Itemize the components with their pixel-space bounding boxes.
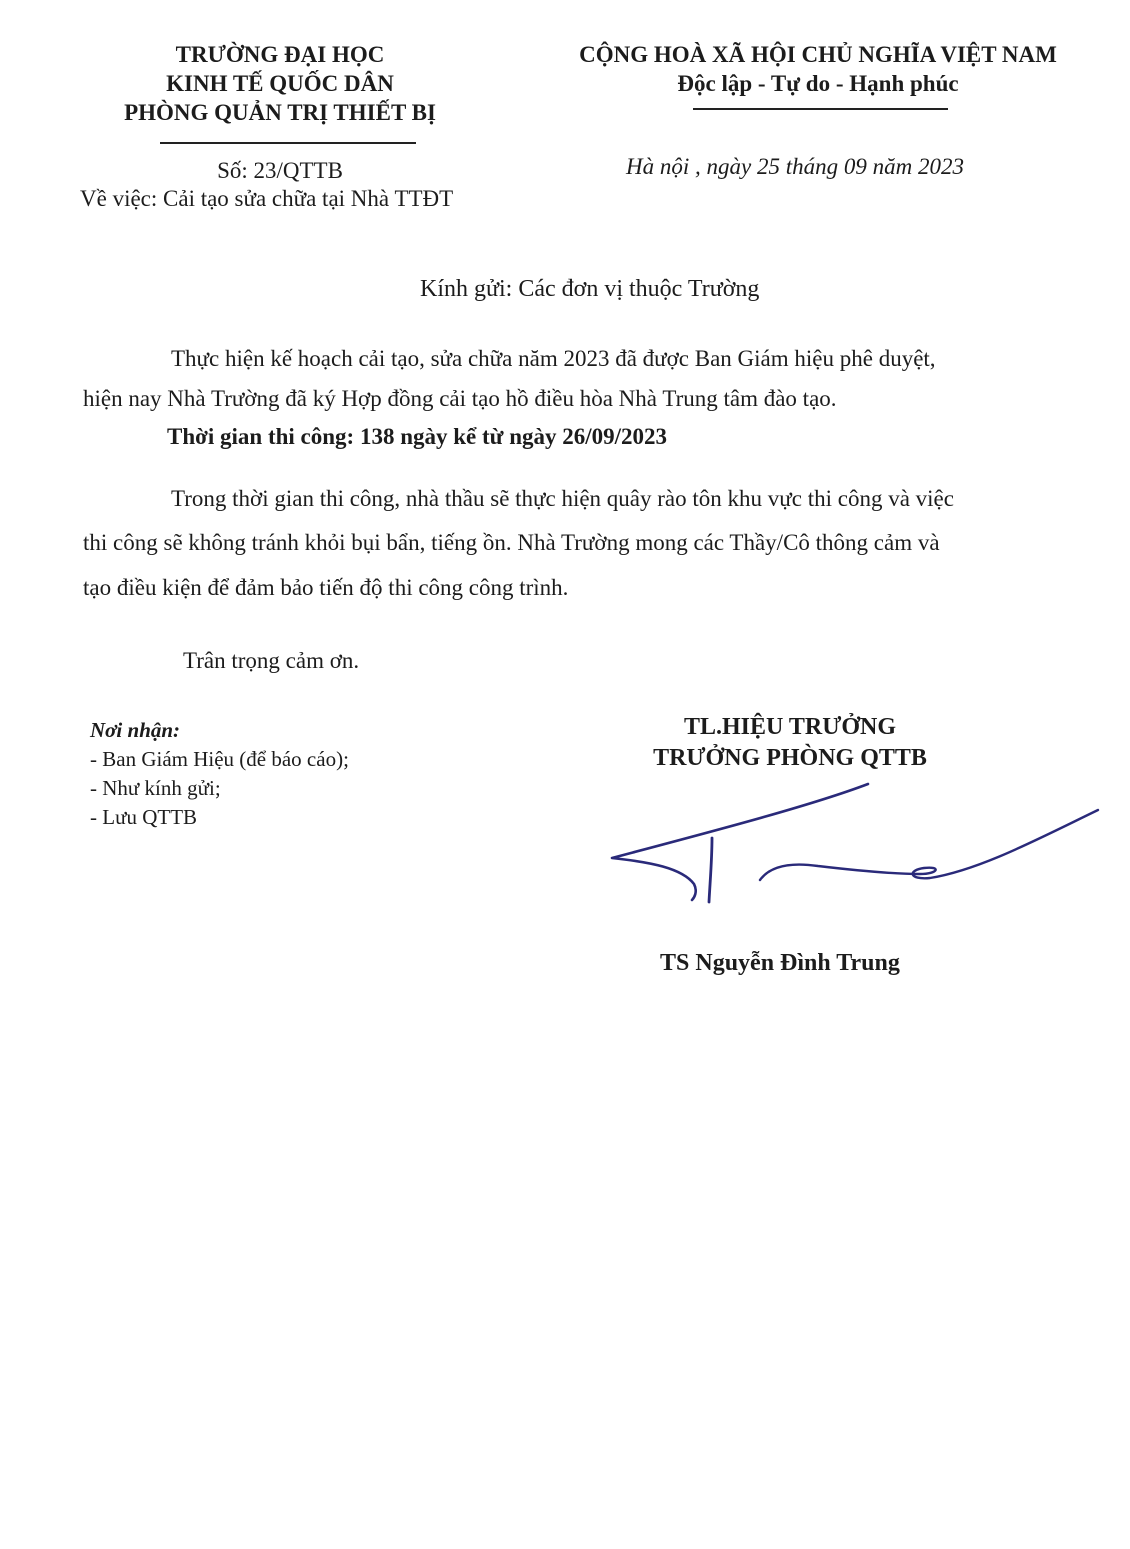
recipient-line: Kính gửi: Các đơn vị thuộc Trường [420, 276, 760, 302]
distribution-item: - Lưu QTTB [90, 805, 198, 829]
header-left [80, 40, 480, 127]
closing-line: Trân trọng cảm ơn. [183, 648, 360, 673]
document-number: Số: 23/QTTB [217, 158, 343, 183]
country-name: CỘNG HOÀ XÃ HỘI CHỦ NGHĨA VIỆT NAM [579, 42, 1057, 67]
document-subject: Về việc: Cải tạo sửa chữa tại Nhà TTĐT [80, 186, 454, 211]
signature-strokes [612, 784, 1098, 902]
distribution-item: - Ban Giám Hiệu (để báo cáo); [90, 747, 349, 771]
header-right [560, 40, 1076, 98]
university-name: KINH TẾ QUỐC DÂN [166, 71, 394, 96]
distribution-item: - Như kính gửi; [90, 776, 221, 800]
left-header-divider [160, 142, 416, 144]
document-date: Hà nội , ngày 25 tháng 09 năm 2023 [626, 154, 964, 179]
signature-title-1: TL.HIỆU TRƯỞNG [683, 714, 897, 740]
construction-schedule: Thời gian thi công: 138 ngày kể từ ngày 26/09/2023 [167, 424, 668, 449]
body-paragraph-2-line-3: tạo điều kiện để đảm bảo tiến độ thi công công trình. [83, 575, 569, 600]
signature-stroke [612, 784, 868, 900]
distribution-title: Nơi nhận: [90, 718, 181, 742]
signer-name: TS Nguyễn Đình Trung [660, 950, 900, 976]
department-name: PHÒNG QUẢN TRỊ THIẾT BỊ [124, 100, 436, 125]
signature-stroke [760, 810, 1098, 880]
body-paragraph-2-line-2: thi công sẽ không tránh khỏi bụi bẩn, tiếng ồn. Nhà Trường mong các Thầy/Cô thông cảm và [83, 530, 940, 555]
body-paragraph-1-line-2: hiện nay Nhà Trường đã ký Hợp đồng cải tạo hồ điều hòa Nhà Trung tâm đào tạo. [83, 386, 837, 411]
right-header-divider [693, 108, 948, 110]
body-paragraph-2-line-1: Trong thời gian thi công, nhà thầu sẽ thực hiện quây rào tôn khu vực thi công và việc [171, 486, 954, 511]
signature-stroke [709, 838, 712, 902]
school-name: TRƯỜNG ĐẠI HỌC [175, 42, 385, 67]
signature-titles [600, 712, 980, 774]
motto: Độc lập - Tự do - Hạnh phúc [677, 71, 959, 96]
signature-title-2: TRƯỞNG PHÒNG QTTB [653, 745, 927, 771]
handwritten-signature [590, 770, 1110, 920]
distribution-list [90, 716, 349, 832]
body-paragraph-1-line-1: Thực hiện kế hoạch cải tạo, sửa chữa năm 2023 đã được Ban Giám hiệu phê duyệt, [171, 346, 936, 371]
